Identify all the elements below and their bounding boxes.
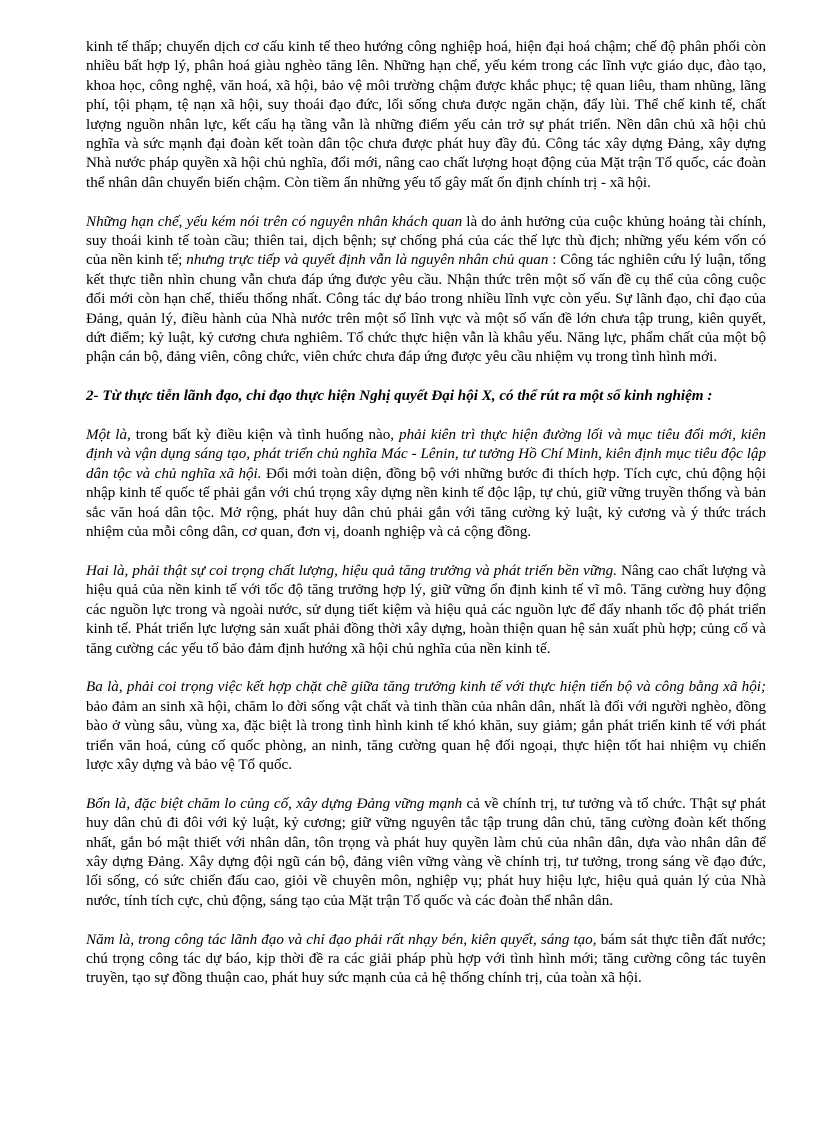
document-page — [86, 38, 766, 1008]
paragraph-causes: Những hạn chế, yếu kém nói trên có nguyên nhân khách quan là do ảnh hưởng của cuộc khủng hoảng tài chính, suy thoái kinh tế toàn cầu; thiên tai, dịch bệnh; sự chống phá của các thế lực thù địch; những yếu kém vốn có của nền kinh tế; nhưng trực tiếp và quyết định vẫn là nguyên nhân chủ quan : Công tác nghiên cứu lý luận, tổng kết thực tiễn nhìn chung vẫn chưa đáp ứng được yêu cầu. Nhận thức trên một số vấn đề cụ thể của công cuộc đổi mới còn hạn chế, thiếu thống nhất. Công tác dự báo trong nhiều lĩnh vực còn yếu. Sự lãnh đạo, chỉ đạo của Đảng, quản lý, điều hành của Nhà nước trên một số lĩnh vực và một số vấn đề lớn chưa tập trung, kiên quyết, dứt điểm; kỷ luật, kỷ cương chưa nghiêm. Tổ chức thực hiện vẫn là khâu yếu. Năng lực, phẩm chất của một bộ phận cán bộ, đảng viên, công chức, viên chức chưa đáp ứng được yêu cầu nhiệm vụ trong tình hình mới. — [86, 213, 766, 366]
lesson-4: Bốn là, đặc biệt chăm lo củng cố, xây dựng Đảng vững mạnh cả về chính trị, tư tưởng và tổ chức. Thật sự phát huy dân chủ đi đôi với kỷ luật, kỷ cương; giữ vững nguyên tắc tập trung dân chủ, tăng cường đoàn kết thống nhất, gắn bó mật thiết với nhân dân, tôn trọng và phát huy quyền làm chủ của nhân dân, dựa vào nhân dân để xây dựng Đảng. Xây dựng đội ngũ cán bộ, đảng viên vững vàng về chính trị, tư tưởng, trong sáng về đạo đức, lối sống, có sức chiến đấu cao, giỏi về chuyên môn, nghiệp vụ; phát huy hiệu lực, hiệu quả quản lý của Nhà nước, tính tích cực, chủ động, sáng tạo của Mặt trận Tổ quốc và các đoàn thể nhân dân. — [86, 795, 766, 909]
lesson-5: Năm là, trong công tác lãnh đạo và chỉ đạo phải rất nhạy bén, kiên quyết, sáng tạo, bám sát thực tiễn đất nước; chú trọng công tác dự báo, kịp thời đề ra các giải pháp phù hợp với tình hình mới; tăng cường công tác tuyên truyền, tạo sự đồng thuận cao, phát huy sức mạnh của cả hệ thống chính trị, của toàn xã hội. — [86, 931, 766, 987]
section-heading: 2- Từ thực tiễn lãnh đạo, chỉ đạo thực hiện Nghị quyết Đại hội X, có thể rút ra một số kinh nghiệm : — [86, 388, 713, 405]
lesson-3: Ba là, phải coi trọng việc kết hợp chặt chẽ giữa tăng trưởng kinh tế với thực hiện tiến bộ và công bằng xã hội; bảo đảm an sinh xã hội, chăm lo đời sống vật chất và tinh thần của nhân dân, nhất là đối với người nghèo, đồng bào ở vùng sâu, vùng xa, đặc biệt là trong tình hình kinh tế khó khăn, suy giảm; gắn phát triển kinh tế với phát triển văn hoá, củng cố quốc phòng, an ninh, tăng cường quan hệ đối ngoại, thực hiện tốt hai nhiệm vụ chiến lược xây dựng và bảo vệ Tổ quốc. — [86, 679, 766, 773]
lesson-1: Một là, trong bất kỳ điều kiện và tình huống nào, phải kiên trì thực hiện đường lối và mục tiêu đổi mới, kiên định và vận dụng sáng tạo, phát triển chủ nghĩa Mác - Lênin, tư tưởng Hồ Chí Minh, kiên định mục tiêu độc lập dân tộc và chủ nghĩa xã hội. Đổi mới toàn diện, đồng bộ với những bước đi thích hợp. Tích cực, chủ động hội nhập kinh tế quốc tế phải gắn với chú trọng xây dựng nền kinh tế độc lập, tự chủ, giữ vững truyền thống và bản sắc văn hoá dân tộc. Mở rộng, phát huy dân chủ phải gắn với tăng cường kỷ luật, kỷ cương và ý thức trách nhiệm của mỗi công dân, cơ quan, đơn vị, doanh nghiệp và cả cộng đồng. — [86, 427, 766, 541]
causes-main: nhưng trực tiếp và quyết định vẫn là nguyên nhân chủ quan — [186, 252, 549, 269]
lesson-2: Hai là, phải thật sự coi trọng chất lượng, hiệu quả tăng trưởng và phát triển bền vững. Nâng cao chất lượng và hiệu quả của nền kinh tế với tốc độ tăng trưởng hợp lý, giữ vững ổn định kinh tế vĩ mô. Tăng cường huy động các nguồn lực trong và ngoài nước, sử dụng tiết kiệm và hiệu quả các nguồn lực để đẩy nhanh tốc độ phát triển kinh tế. Phát triển lực lượng sản xuất phải đồng thời xây dựng, hoàn thiện quan hệ sản xuất phù hợp; củng cố và tăng cường các yếu tố bảo đảm định hướng xã hội chủ nghĩa của nền kinh tế. — [86, 562, 766, 657]
paragraph-limitations: kinh tế thấp; chuyển dịch cơ cấu kinh tế theo hướng công nghiệp hoá, hiện đại hoá chậm; chế độ phân phối còn nhiều bất hợp lý, phân hoá giàu nghèo tăng lên. Những hạn chế, yếu kém trong các lĩnh vực giáo dục, đào tạo, khoa học, công nghệ, văn hoá, xã hội, bảo vệ môi trường chậm được khắc phục; tệ quan liêu, tham nhũng, lãng phí, tội phạm, tệ nạn xã hội, suy thoái đạo đức, lối sống chưa được ngăn chặn, đẩy lùi. Thể chế kinh tế, chất lượng nguồn nhân lực, kết cấu hạ tầng vẫn là những điểm yếu cản trở sự phát triển. Nền dân chủ xã hội chủ nghĩa và sức mạnh đại đoàn kết toàn dân tộc chưa được phát huy đầy đủ. Công tác xây dựng Đảng, xây dựng Nhà nước pháp quyền xã hội chủ nghĩa, đổi mới, nâng cao chất lượng hoạt động của Mặt trận Tổ quốc, các đoàn thể nhân dân chuyển biến chậm. Còn tiềm ẩn những yếu tố gây mất ổn định chính trị - xã hội. — [86, 39, 766, 191]
causes-lead: Những hạn chế, yếu kém nói trên có nguyên nhân khách quan — [86, 213, 463, 230]
